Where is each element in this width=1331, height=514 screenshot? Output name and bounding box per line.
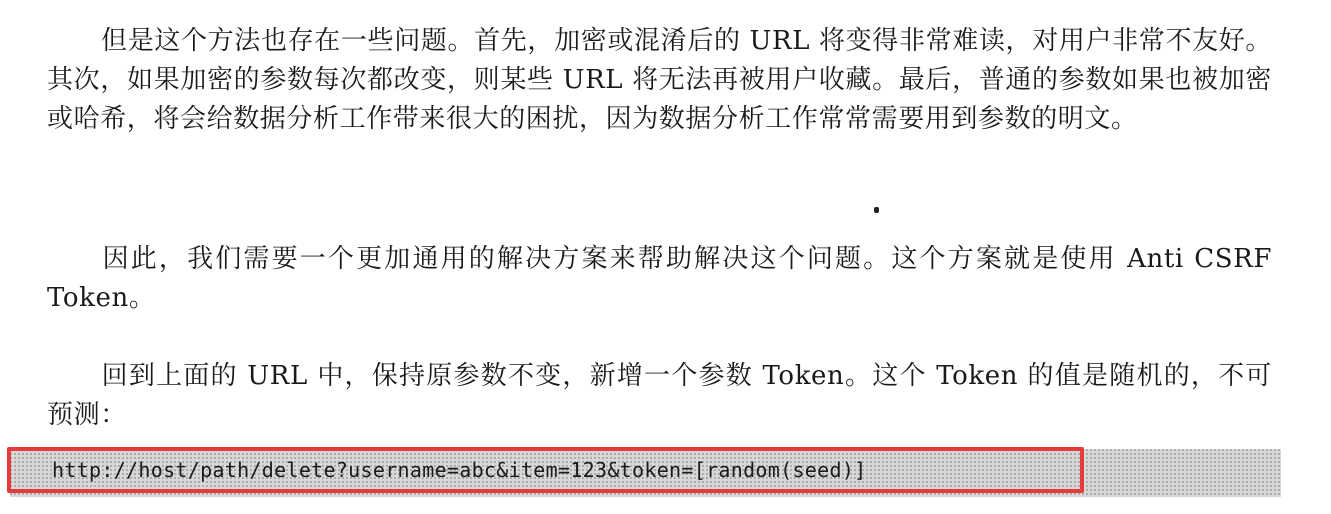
scan-speck [874, 207, 879, 213]
code-example-url: http://host/path/delete?username=abc&item=123&token=[random(seed)] [52, 458, 867, 482]
paragraph-token-url [47, 357, 1272, 435]
paragraph-url-encryption-problems [47, 22, 1272, 139]
cropped-next-line [0, 499, 1331, 514]
paragraph-text: 回到上面的 URL 中，保持原参数不变，新增一个参数 Token。这个 Token 的值是随机的，不可预测： [47, 361, 1272, 430]
paragraph-text: 但是这个方法也存在一些问题。首先，加密或混淆后的 URL 将变得非常难读，对用户非常不友好。其次，如果加密的参数每次都改变，则某些 URL 将无法再被用户收藏。最后，普通的参数如果也被加密或哈希，将会给数据分析工作带来很大的困扰，因为数据分析工作常常需要用到参数的明文。 [47, 26, 1272, 134]
red-highlight-box [7, 447, 1084, 493]
paragraph-anti-csrf-token [47, 240, 1272, 318]
paragraph-text: 因此，我们需要一个更加通用的解决方案来帮助解决这个问题。这个方案就是使用 Anti CSRF Token。 [47, 244, 1272, 313]
